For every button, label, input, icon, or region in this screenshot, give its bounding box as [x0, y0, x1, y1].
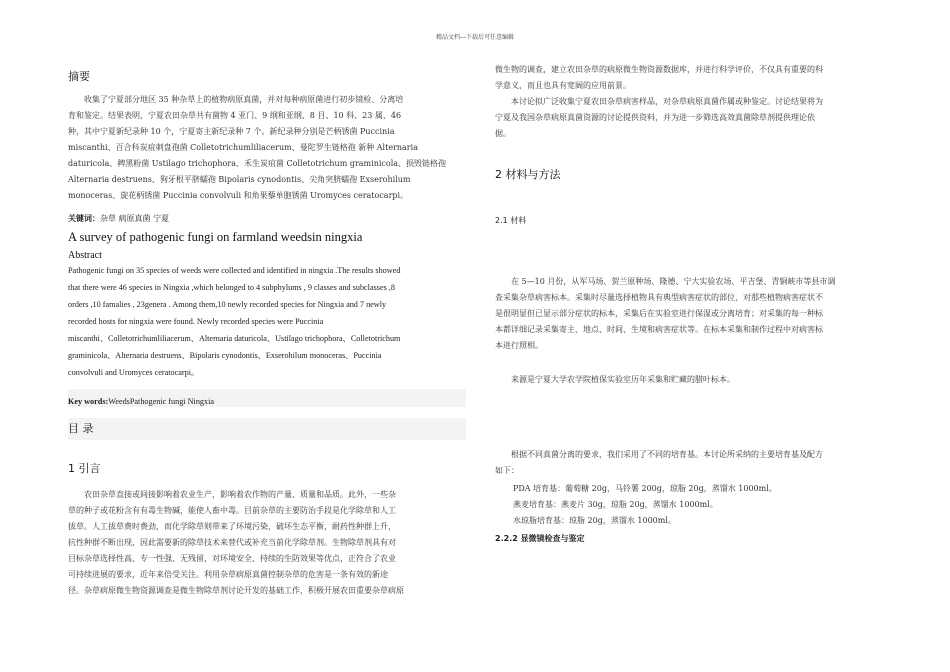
- intro-line: 目标杂草选择性高、专一性强、无残留，对环境安全、持续的生防效果等优点，正符合了农业: [68, 554, 396, 563]
- keywords-label: 关键词：: [68, 213, 100, 223]
- intro-line: 可持续进展的要求，近年来倍受关注。利用杂草病原真菌控制杂草的危害是一条有效的新途: [68, 570, 388, 579]
- materials-line: 本都详细记录采集寄主、地点、时间、生境和病害症状等。在标本采集和制作过程中对病害标: [495, 325, 823, 334]
- intro-p2-line: 本讨论拟广泛收集宁夏农田杂草病害样品，对杂草病原真菌作属或种鉴定。讨论结果将为: [511, 97, 823, 106]
- media-item: 水琼脂培育基：琼脂 20g，蒸馏水 1000ml。: [513, 516, 676, 525]
- intro-cont-line: 学意义，而且也具有宽阔的应用前景。: [495, 81, 631, 90]
- abstract-en-line: miscanthi、Colletotrichumliliacerum、Alternaria daturicola、Ustilago trichophora、Colletotrichum: [68, 334, 401, 343]
- keywords-en-value: WeedsPathogenic fungi Ningxia: [108, 397, 215, 406]
- intro-line: 拔草。人工拔草费时费劲，而化学除草则带来了环境污染，破坏生态平衡，耐药性种群上升，: [68, 522, 396, 531]
- abstract-cn-line: monoceras、旋花柄锈菌 Puccinia convolvuli 和角果藜单胞锈菌 Uromyces ceratocarpi。: [68, 191, 409, 200]
- materials-body: [495, 274, 890, 354]
- page-header: 精品文档---下载后可任意编辑: [435, 34, 515, 41]
- materials-line: 是很明显但已显示部分症状的标本，采集后在实验室进行保湿或分离培育；对采集的每一种标: [495, 309, 823, 318]
- media-list: [513, 481, 890, 529]
- abstract-cn-line: 收集了宁夏部分地区 35 种杂草上的植物病原真菌，并对每种病原菌进行初步镜检、分离培: [84, 95, 404, 104]
- abstract-cn-line: daturicola、稗黑粉菌 Ustilago trichophora、禾生炭疽菌 Colletotrichum graminicola、损毁链格孢: [68, 159, 447, 168]
- intro-p2-line: 宁夏及我国杂草病原真菌资源的讨论提供资料，并为进一步筛选高效真菌除草剂提供理论依: [495, 113, 815, 122]
- intro-cont-line: 微生物的调查，建立农田杂草的病原微生物资源数据库，并进行科学评价，不仅具有重要的科: [495, 65, 823, 74]
- toc-title: 目 录: [68, 418, 466, 440]
- intro-line: 径。杂草病原微生物资源调查是微生物除草剂讨论开发的基础工作，积极开展农田重要杂草病原: [68, 586, 404, 595]
- source-line: 来源是宁夏大学农学院植保实验室历年采集和贮藏的腊叶标本。: [511, 375, 735, 384]
- intro-continued: [495, 62, 890, 142]
- intro-line: 草的种子或花粉含有有毒生物碱，能使人畜中毒。目前杂草的主要防治手段是化学除草和人工: [68, 506, 396, 515]
- media-intro: [495, 447, 890, 479]
- intro-line: 农田杂草直接或间接影响着农业生产，影响着农作物的产量、质量和品质。此外，一些杂: [84, 490, 396, 499]
- abstract-cn-line: 种，其中宁夏新纪录种 10 个，宁夏寄主新纪录种 7 个。新纪录种分别是芒柄锈菌 Puccinia: [68, 127, 395, 136]
- intro-title: 1 引言: [68, 462, 101, 475]
- abstract-en-line: graminicola、Alternaria destruens、Bipolaris cynodontis、Exserohilum monoceras、Puccinia: [68, 351, 382, 360]
- intro-body: [68, 487, 466, 599]
- keywords-value: 杂草 病原真菌 宁夏: [100, 214, 170, 223]
- media-item: 燕麦培育基：燕麦片 30g，琼脂 20g，蒸馏水 1000ml。: [513, 500, 718, 509]
- abstract-en: [68, 262, 466, 381]
- abstract-cn-line: Alternaria destruens、狗牙根平脐蠕孢 Bipolaris cynodontis、尖角突脐蠕孢 Exserohilum: [68, 175, 411, 184]
- abstract-title: 摘要: [68, 70, 90, 83]
- media-item: PDA 培育基：葡萄糖 20g，马铃薯 200g，琼脂 20g，蒸馏水 1000ml。: [513, 484, 777, 493]
- abstract-cn-line: 育和鉴定。结果表明，宁夏农田杂草共有菌物 4 亚门、9 纲和亚纲、8 目、10 科、23 属、46: [68, 111, 402, 120]
- materials-line: 查采集杂草病害标本。采集时尽量选择植物具有典型病害症状的部位，对那些植物病害症状不: [495, 293, 823, 302]
- intro-line: 抗性种群不断出现，因此需要新的除草技术来替代或补充当前化学除草剂。生物除草剂具有对: [68, 538, 396, 547]
- media-intro-line: 如下：: [495, 466, 519, 475]
- abstract-en-line: recorded hosts for ningxia were found. Newly recorded species were Puccinia: [68, 317, 324, 326]
- abstract-en-line: that there were 46 species in Ningxia ,which belonged to 4 subphylums , 9 classes and subclasses ,8: [68, 283, 395, 292]
- abstract-en-line: convolvuli and Uromyces ceratocarpi。: [68, 368, 200, 377]
- materials-line: 在 5—10 月份，从军马场、贺兰原种场、隆德、宁大实验农场、平吉堡、青铜峡市等县市调: [511, 277, 836, 286]
- intro-p2-line: 据。: [495, 129, 511, 138]
- section-2-2-2-title: 2.2.2 显微镜检查与鉴定: [495, 534, 585, 543]
- abstract-en-line: Pathogenic fungi on 35 species of weeds were collected and identified in ningxia .The results showed: [68, 266, 401, 275]
- keywords-en-label: Key words:: [68, 397, 109, 406]
- keywords-cn: [68, 213, 169, 224]
- media-intro-line: 根据不同真菌分离的要求，我们采用了不同的培育基。本讨论所采纳的主要培育基及配方: [511, 450, 823, 459]
- section-2-title: 2 材料与方法: [495, 168, 561, 181]
- abstract-en-line: orders ,10 famalies , 23genera . Among them,10 newly recorded species for Ningxia and 7 newly: [68, 300, 387, 309]
- abstract-cn: [68, 92, 466, 204]
- abstract-en-title: Abstract: [68, 250, 102, 261]
- materials-line: 本进行照相。: [495, 341, 543, 350]
- keywords-en-row: [68, 389, 466, 407]
- english-title: A survey of pathogenic fungi on farmland weedsin ningxia: [68, 230, 363, 244]
- section-2-1-title: 2.1 材料: [495, 216, 527, 225]
- abstract-cn-line: miscanthi、百合科炭疽刺盘孢菌 Colletotrichumliliacerum、曼陀罗生链格孢 新种 Alternaria: [68, 143, 418, 152]
